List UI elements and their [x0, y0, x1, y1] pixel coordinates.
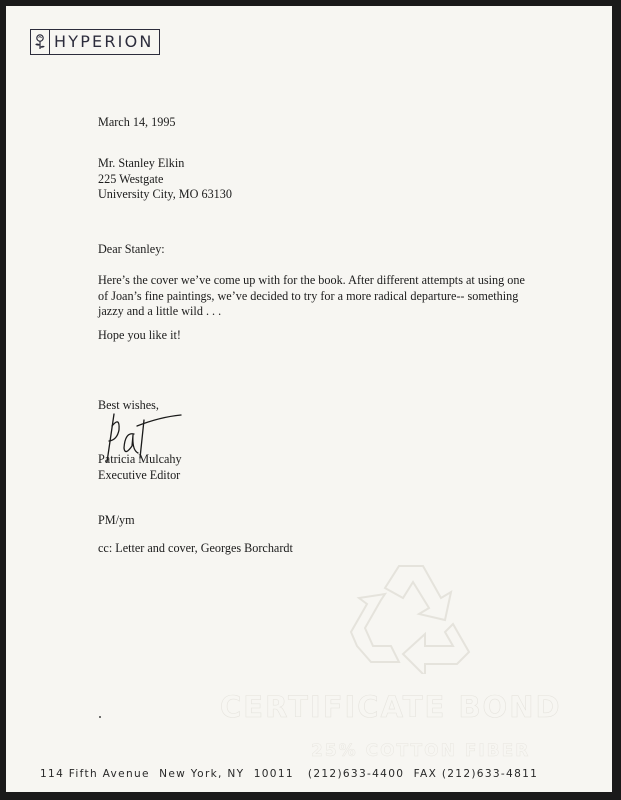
body-paragraph-1-line-2: of Joan’s fine paintings, we’ve decided to try for a more radical departure-- something: [98, 288, 519, 303]
closing: Best wishes,: [98, 398, 159, 412]
letter-date: March 14, 1995: [98, 115, 176, 129]
company-name: HYPERION: [54, 32, 154, 51]
body-paragraph-1-line-3: jazzy and a little wild . . .: [98, 304, 222, 318]
signer-name: Patricia Mulcahy: [98, 452, 182, 466]
cc-line: cc: Letter and cover, Georges Borchardt: [98, 541, 293, 555]
recycle-watermark-icon: [341, 554, 481, 674]
signer-block: [98, 452, 182, 483]
typist-initials: PM/ym: [98, 513, 135, 527]
body-paragraph-2: Hope you like it!: [98, 328, 181, 342]
stray-mark: [99, 716, 101, 718]
recipient-address: [98, 156, 232, 203]
recipient-name: Mr. Stanley Elkin: [98, 156, 185, 170]
watermark-text: CERTIFICATE BOND: [220, 690, 562, 724]
salutation: Dear Stanley:: [98, 242, 165, 256]
signer-title: Executive Editor: [98, 467, 181, 482]
letter-page: [6, 6, 612, 792]
body-paragraph-1: [98, 273, 525, 320]
watermark-subtext: 25% COTTON FIBER: [311, 741, 531, 761]
rose-icon: [31, 30, 50, 54]
body-paragraph-1-line-1: Here’s the cover we’ve come up with for the book. After different attempts at using one: [98, 273, 525, 287]
recipient-street: 225 Westgate: [98, 171, 164, 186]
recipient-city: University City, MO 63130: [98, 187, 232, 201]
letterhead-logo: [30, 29, 160, 55]
footer-address: 114 Fifth Avenue New York, NY 10011 (212)633-4400 FAX (212)633-4811: [40, 768, 539, 780]
